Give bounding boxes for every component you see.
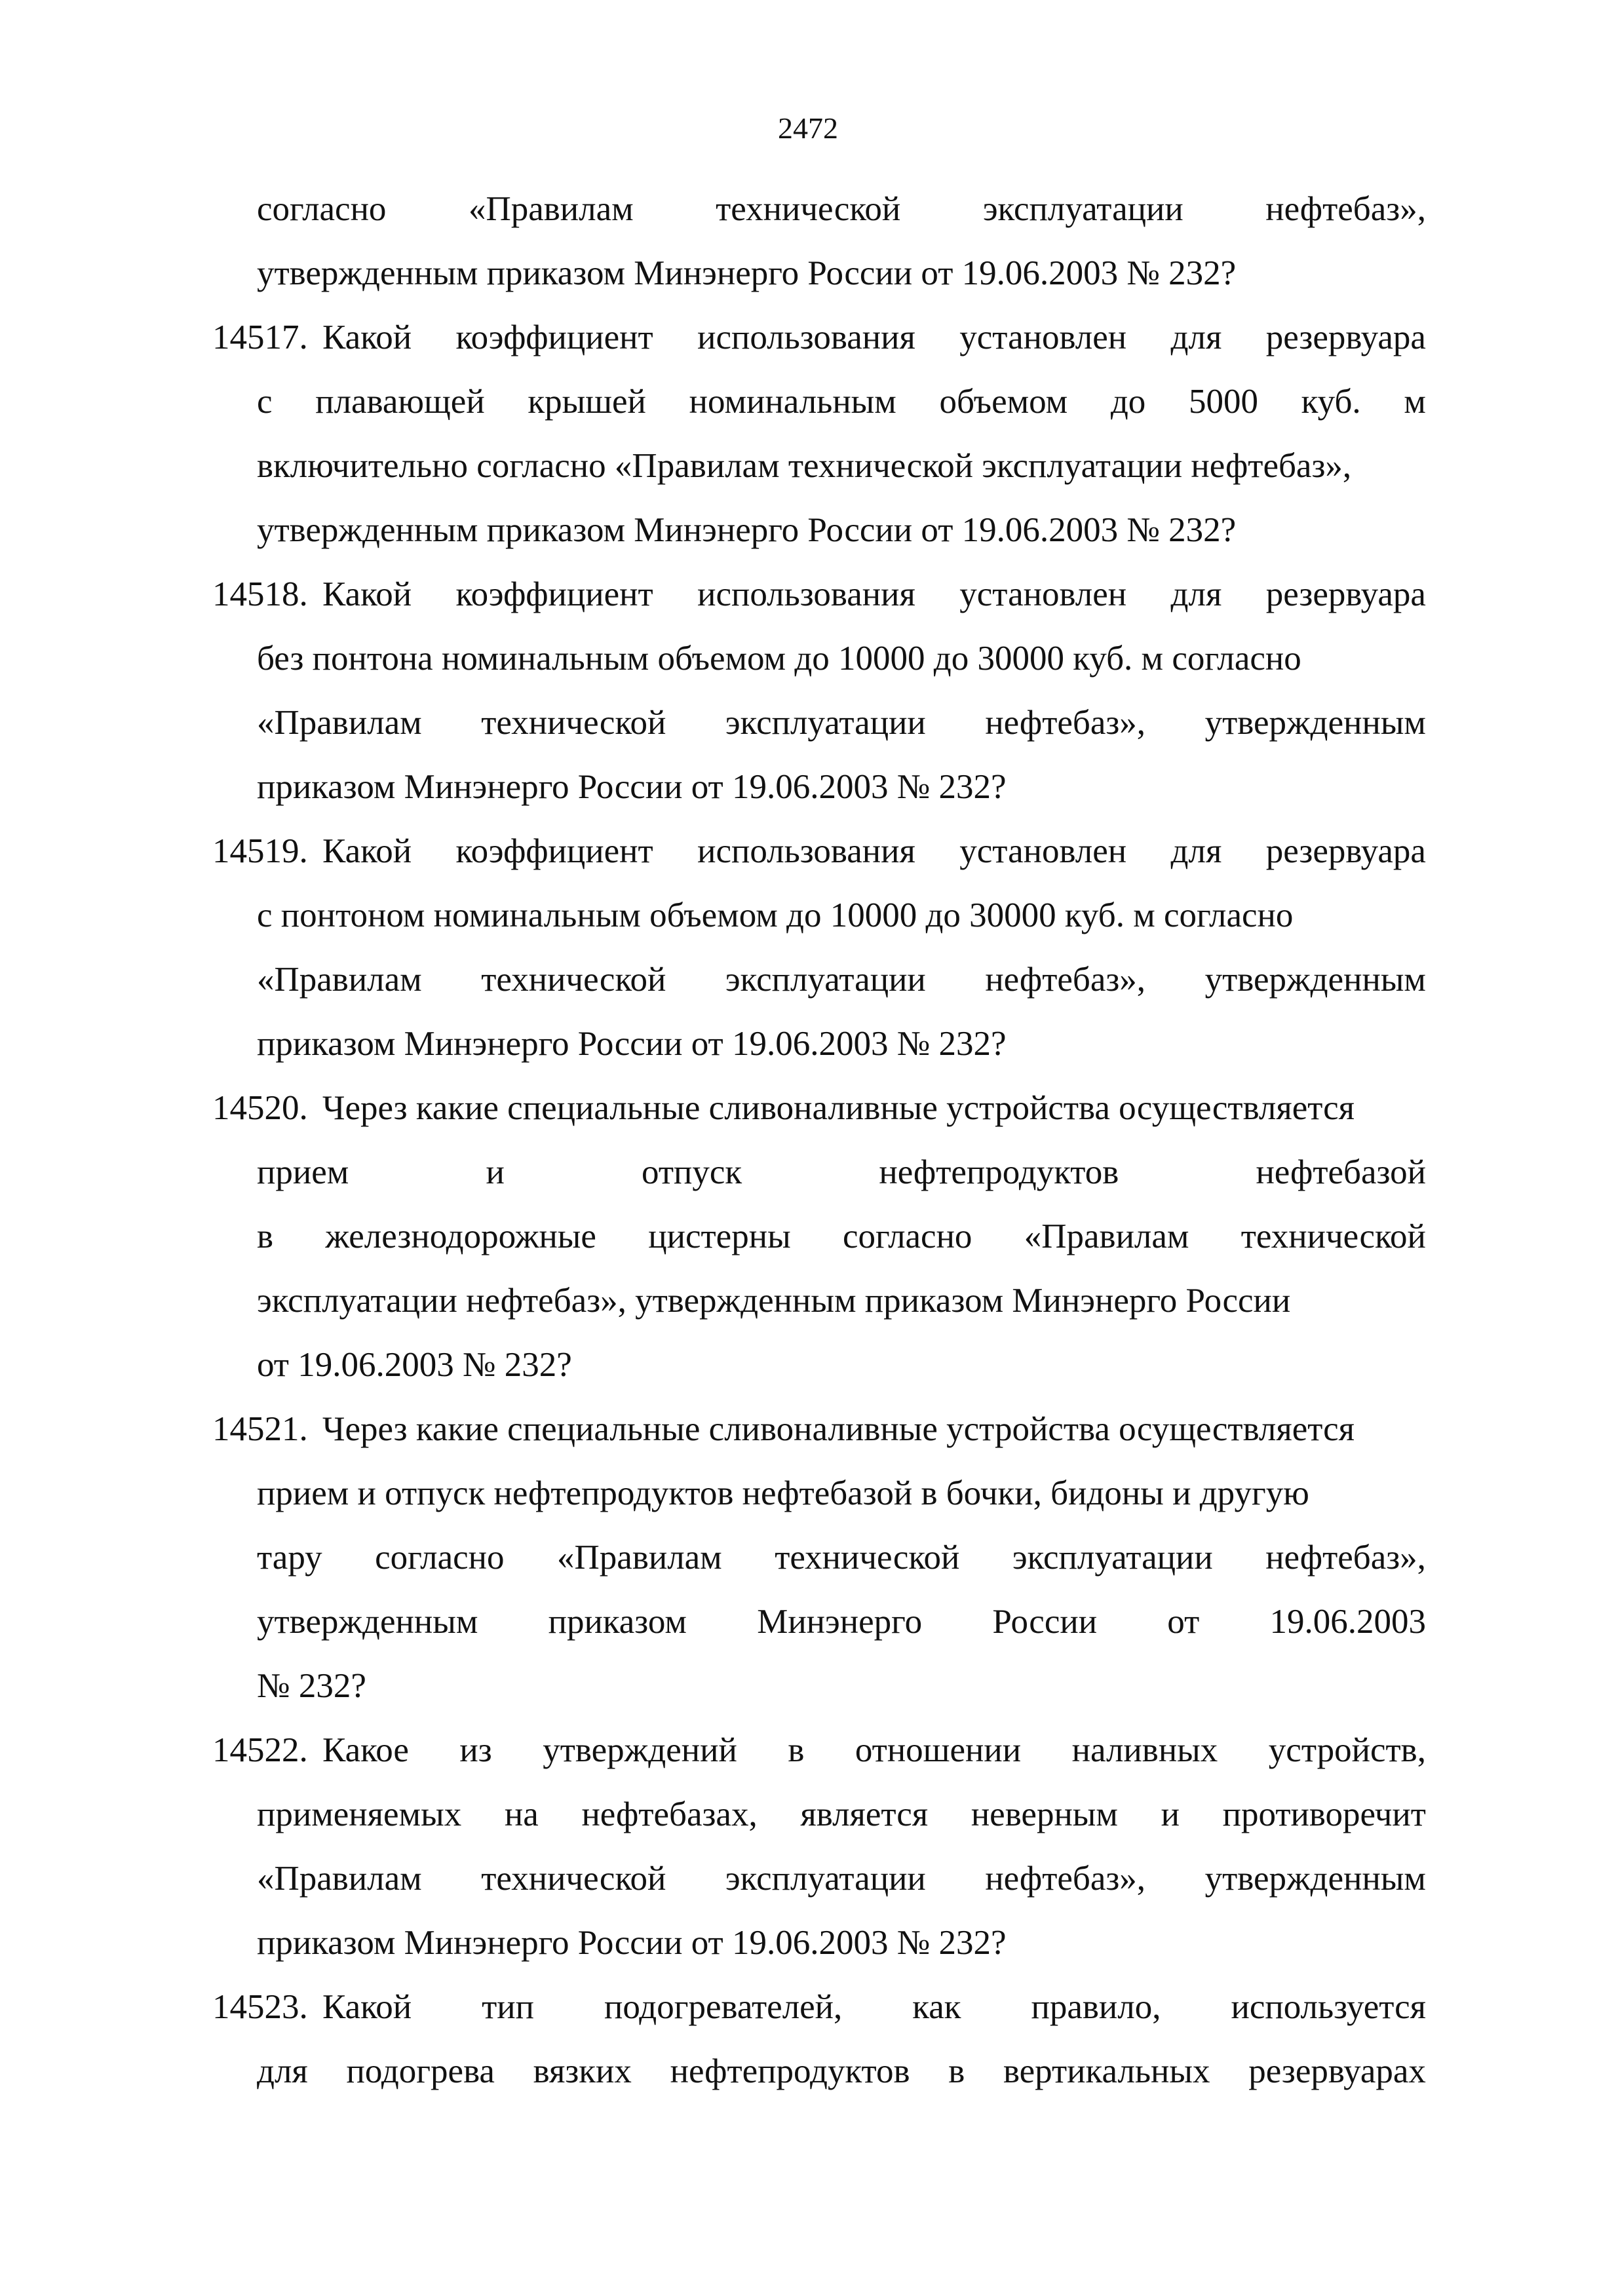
text-line: утвержденным приказом Минэнерго России от 19.06.2003 № 232? [257, 511, 1237, 549]
word: Какой [322, 318, 412, 356]
word: неверным [971, 1795, 1118, 1833]
question-item [212, 1718, 1426, 1975]
word: номинальным [689, 383, 896, 421]
text-line: № 232? [257, 1667, 366, 1705]
word: России [992, 1603, 1098, 1641]
word: Какой [322, 575, 412, 613]
word: как [912, 1988, 961, 2026]
word: приказом [548, 1603, 687, 1641]
question-number: 14521. [212, 1410, 308, 1448]
word: для [1170, 575, 1222, 613]
question-number: 14519. [212, 832, 308, 870]
text-line [257, 1846, 1426, 1911]
word: использования [697, 575, 915, 613]
word: устройств, [1268, 1731, 1426, 1769]
text-line [322, 305, 1426, 370]
word: использования [697, 832, 915, 870]
word: использования [697, 318, 915, 356]
word: используется [1231, 1988, 1426, 2026]
word: утвержденным [257, 1603, 478, 1641]
document-body [212, 177, 1426, 2103]
word: «Правилам [1024, 1217, 1189, 1255]
word: эксплуатации [1012, 1539, 1213, 1577]
word: объемом [939, 383, 1068, 421]
text-line: приказом Минэнерго России от 19.06.2003 № 232? [257, 1025, 1007, 1063]
question-number: 14523. [212, 1988, 308, 2026]
word: эксплуатации [725, 1860, 926, 1898]
word: отношении [855, 1731, 1022, 1769]
word: подогревателей, [604, 1988, 843, 2026]
word: резервуара [1265, 832, 1426, 870]
text-line [257, 1590, 1426, 1654]
word: согласно [375, 1539, 505, 1577]
text-line: от 19.06.2003 № 232? [257, 1346, 572, 1384]
word: резервуарах [1248, 2052, 1426, 2090]
word: нефтебаз», [1265, 1539, 1426, 1577]
word: Минэнерго [757, 1603, 923, 1641]
text-line: с понтоном номинальным объемом до 10000 до 30000 куб. м согласно [257, 896, 1294, 934]
word: плавающей [315, 383, 485, 421]
word: 5000 [1188, 383, 1258, 421]
text-line [322, 1718, 1426, 1782]
word: согласно [843, 1217, 972, 1255]
text-line [257, 691, 1426, 755]
word: нефтепродуктов [879, 1153, 1119, 1191]
word: правило, [1031, 1988, 1161, 2026]
text-line [257, 1140, 1426, 1204]
word: в [788, 1731, 805, 1769]
word: утверждений [543, 1731, 737, 1769]
word: является [800, 1795, 929, 1833]
word: Какой [322, 1988, 412, 2026]
word: от [1167, 1603, 1200, 1641]
word: Какое [322, 1731, 409, 1769]
question-number: 14520. [212, 1089, 308, 1127]
word: крышей [528, 383, 646, 421]
text-line [322, 819, 1426, 883]
text-line: Через какие специальные сливоналивные устройства осуществляется [322, 1410, 1355, 1448]
word: нефтебаз», [985, 704, 1146, 742]
text-line: приказом Минэнерго России от 19.06.2003 № 232? [257, 1924, 1007, 1962]
word: из [459, 1731, 492, 1769]
continuation-paragraph [257, 177, 1426, 305]
word: технической [481, 1860, 666, 1898]
word: технической [481, 704, 666, 742]
word: коэффициент [455, 318, 653, 356]
word: подогрева [346, 2052, 495, 2090]
question-number: 14518. [212, 575, 308, 613]
word: применяемых [257, 1795, 462, 1833]
word: для [1170, 318, 1222, 356]
word: установлен [959, 318, 1127, 356]
word: цистерны [648, 1217, 791, 1255]
question-item [212, 1076, 1426, 1397]
word: м [1404, 383, 1426, 421]
word: технической [481, 961, 666, 999]
word: технической [1241, 1217, 1426, 1255]
question-number: 14517. [212, 318, 308, 356]
question-item [212, 305, 1426, 562]
word: «Правилам [468, 190, 634, 228]
text-line: прием и отпуск нефтепродуктов нефтебазой в бочки, бидоны и другую [257, 1474, 1309, 1512]
word: нефтебаз», [985, 961, 1146, 999]
word: на [504, 1795, 539, 1833]
text-line [322, 562, 1426, 626]
word: резервуара [1265, 318, 1426, 356]
word: 19.06.2003 [1269, 1603, 1426, 1641]
word: технической [775, 1539, 960, 1577]
word: тару [257, 1539, 322, 1577]
word: прием [257, 1153, 349, 1191]
word: резервуара [1265, 575, 1426, 613]
text-line: Через какие специальные сливоналивные устройства осуществляется [322, 1089, 1355, 1127]
word: с [257, 383, 273, 421]
word: нефтебаз», [985, 1860, 1146, 1898]
word: нефтепродуктов [670, 2052, 910, 2090]
word: «Правилам [257, 961, 422, 999]
word: нефтебазах, [581, 1795, 758, 1833]
text-line: приказом Минэнерго России от 19.06.2003 № 232? [257, 768, 1007, 806]
page-number: 2472 [778, 111, 838, 145]
word: наливных [1071, 1731, 1218, 1769]
text-line [257, 2039, 1426, 2103]
word: эксплуатации [725, 704, 926, 742]
word: утвержденным [1204, 704, 1426, 742]
word: коэффициент [455, 575, 653, 613]
word: железнодорожные [325, 1217, 596, 1255]
word: вертикальных [1003, 2052, 1210, 2090]
text-line [257, 177, 1426, 241]
word: коэффициент [455, 832, 653, 870]
text-line [257, 370, 1426, 434]
word: «Правилам [557, 1539, 722, 1577]
word: вязких [533, 2052, 632, 2090]
word: Какой [322, 832, 412, 870]
text-line: включительно согласно «Правилам технической эксплуатации нефтебаз», [257, 447, 1352, 485]
text-line [257, 1525, 1426, 1590]
word: установлен [959, 575, 1127, 613]
word: технической [716, 190, 901, 228]
word: противоречит [1222, 1795, 1426, 1833]
word: для [1170, 832, 1222, 870]
word: утвержденным [1204, 1860, 1426, 1898]
text-line [257, 947, 1426, 1012]
text-line: без понтона номинальным объемом до 10000 до 30000 куб. м согласно [257, 640, 1301, 678]
word: утвержденным [1204, 961, 1426, 999]
word: эксплуатации [982, 190, 1183, 228]
word: куб. [1301, 383, 1361, 421]
word: установлен [959, 832, 1127, 870]
text-line: утвержденным приказом Минэнерго России от 19.06.2003 № 232? [257, 254, 1237, 292]
word: и [486, 1153, 505, 1191]
word: в [257, 1217, 274, 1255]
word: нефтебаз», [1265, 190, 1426, 228]
question-item [212, 1975, 1426, 2103]
question-item [212, 562, 1426, 819]
text-line [257, 1782, 1426, 1846]
text-line [257, 1204, 1426, 1269]
word: и [1161, 1795, 1180, 1833]
question-number: 14522. [212, 1731, 308, 1769]
word: в [948, 2052, 965, 2090]
text-line: эксплуатации нефтебаз», утвержденным приказом Минэнерго России [257, 1282, 1291, 1320]
word: «Правилам [257, 1860, 422, 1898]
word: для [257, 2052, 308, 2090]
word: до [1110, 383, 1146, 421]
text-line [322, 1975, 1426, 2039]
word: «Правилам [257, 704, 422, 742]
word: отпуск [642, 1153, 742, 1191]
word: тип [482, 1988, 534, 2026]
question-item [212, 1397, 1426, 1718]
question-item [212, 819, 1426, 1076]
word: согласно [257, 190, 387, 228]
word: эксплуатации [725, 961, 926, 999]
word: нефтебазой [1256, 1153, 1426, 1191]
